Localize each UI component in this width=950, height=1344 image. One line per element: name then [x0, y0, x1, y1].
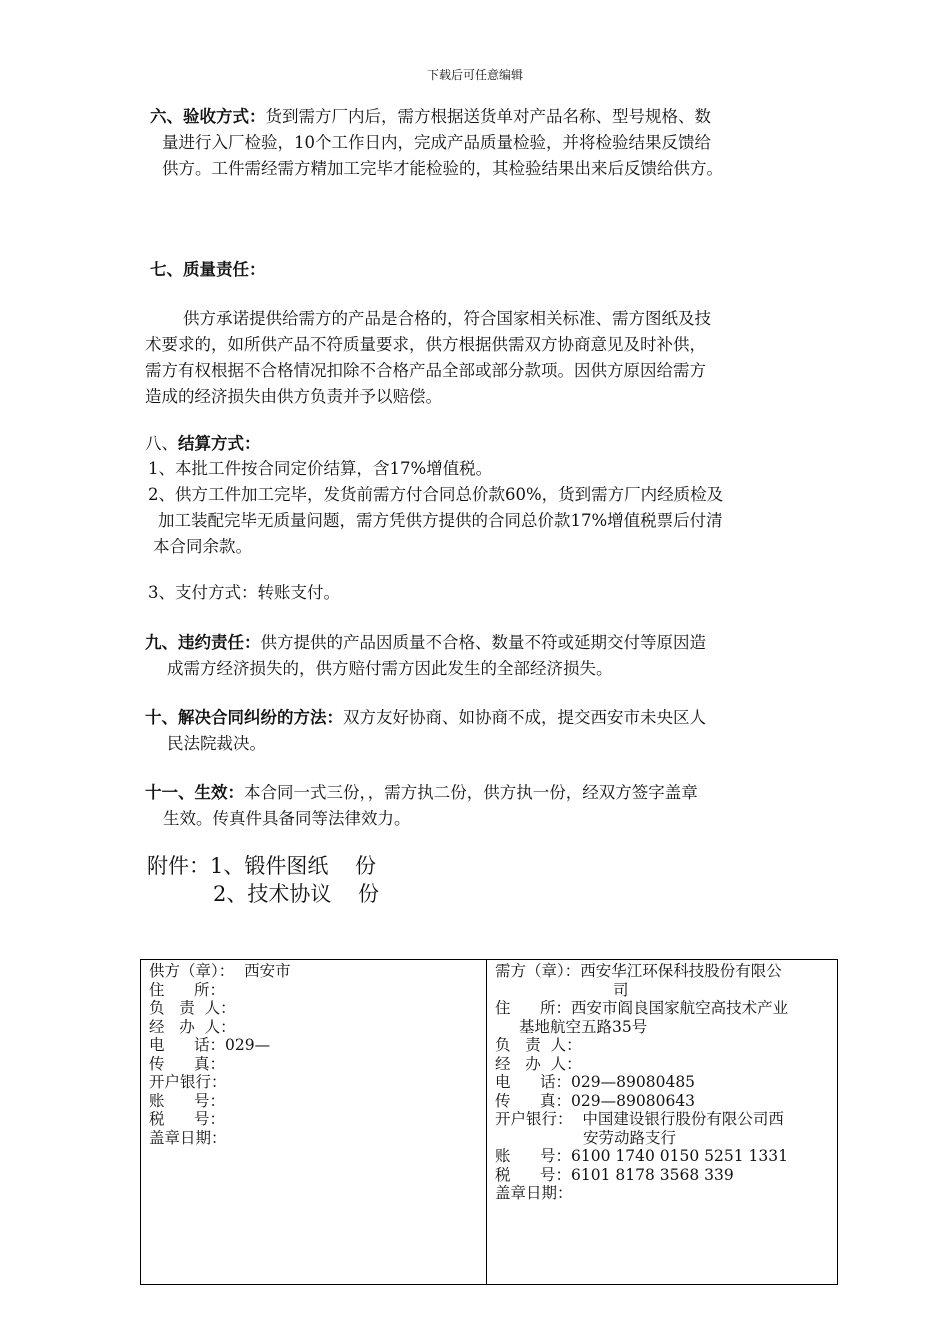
section-acceptance-line: 货到需方厂内后，需方根据送货单对产品名称、型号规格、数: [265, 107, 711, 126]
supplier-person: 负 责 人：: [149, 999, 236, 1017]
section-quality-body: [145, 306, 711, 410]
section-settlement-title: 结算方式：: [178, 434, 261, 453]
buyer-tax: 税 号：6101 8178 3568 339: [495, 1165, 734, 1184]
settlement-item-2: 2、供方工件加工完毕，发货前需方付合同总价款60%，货到需方厂内经质检及: [148, 485, 724, 504]
section-quality-line: 造成的经济损失由供方负责并予以赔偿。: [145, 387, 442, 406]
supplier-fax: 传 真：: [149, 1054, 226, 1073]
settlement-item-2-cont: 加工装配完毕无质量问题，需方凭供方提供的合同总价款17%增值税票后付清: [158, 511, 723, 530]
supplier-tax: 税 号：: [149, 1110, 226, 1128]
section-breach-line: 成需方经济损失的，供方赔付需方因此发生的全部经济损失。: [167, 659, 613, 678]
section-quality-heading: 七、质量责任：: [150, 260, 266, 279]
supplier-account: 账 号：: [149, 1091, 226, 1110]
buyer-cell: [495, 962, 788, 1203]
section-breach-heading: 九、违约责任：: [145, 633, 261, 652]
buyer-address: 住 所：西安市阎良国家航空高技术产业: [495, 999, 789, 1017]
buyer-name: 需方（章）：西安华江环保科技股份有限公: [495, 962, 782, 980]
attachment-item: 附件：1、锻件图纸 份: [147, 854, 377, 878]
section-disputes-line: 民法院裁决。: [167, 734, 266, 753]
section-effect: [145, 780, 698, 832]
section-disputes-heading: 十、解决合同纠纷的方法：: [145, 708, 343, 727]
page-header: 下载后可任意编辑: [426, 68, 523, 82]
buyer-bank-cont: 安劳动路支行: [583, 1128, 677, 1147]
section-acceptance: [150, 104, 723, 182]
section-settlement-heading: [145, 431, 261, 457]
table-divider: [486, 960, 487, 1284]
buyer-name-cont: 司: [613, 980, 629, 999]
buyer-agent: 经 办 人：: [495, 1054, 582, 1073]
section-quality-line: 术要求的，如所供产品不符质量要求，供方根据供需双方协商意见及时补供，: [145, 335, 706, 354]
section-quality-line: 供方承诺提供给需方的产品是合格的，符合国家相关标准、需方图纸及技: [183, 309, 711, 328]
attachment-item: 2、技术协议 份: [213, 882, 380, 906]
attachments: [147, 852, 379, 908]
buyer-address-cont: 基地航空五路35号: [519, 1017, 648, 1036]
settlement-item-3: 3、支付方式：转账支付。: [148, 583, 340, 602]
section-acceptance-line: 供方。工件需经需方精加工完毕才能检验的，其检验结果出来后反馈给供方。: [162, 159, 723, 178]
buyer-fax: 传 真：029—89080643: [495, 1091, 696, 1110]
section-acceptance-line: 量进行入厂检验，10个工作日内，完成产品质量检验，并将检验结果反馈给: [162, 133, 711, 152]
buyer-phone: 电 话：029—89080485: [495, 1073, 696, 1091]
signature-table: [140, 959, 838, 1285]
section-effect-line: 本合同一式三份，，需方执二份，供方执一份，经双方签字盖章: [244, 783, 698, 802]
section-effect-line: 生效。传真件具备同等法律效力。: [163, 809, 411, 828]
supplier-address: 住 所：: [149, 980, 226, 999]
supplier-phone: 电 话：029—: [149, 1036, 271, 1054]
section-disputes: [145, 705, 706, 757]
settlement-item-1: 1、本批工件按合同定价结算，含17%增值税。: [148, 459, 493, 478]
buyer-account: 账 号：6100 1740 0150 5251 1331: [495, 1147, 789, 1165]
supplier-date: 盖章日期：: [149, 1128, 227, 1147]
section-quality-line: 需方有权根据不合格情况扣除不合格产品全部或部分款项。因供方原因给需方: [145, 361, 706, 380]
section-acceptance-heading: 六、验收方式：: [150, 107, 266, 126]
section-breach-line: 供方提供的产品因质量不合格、数量不符或延期交付等原因造: [260, 633, 706, 652]
section-settlement-body: [148, 456, 723, 560]
section-disputes-line: 双方友好协商、如协商不成，提交西安市未央区人: [343, 708, 706, 727]
buyer-bank: 开户银行： 中国建设银行股份有限公司西: [495, 1110, 784, 1128]
section-breach: [145, 630, 706, 682]
section-settlement-number: 八、: [145, 434, 178, 453]
supplier-name: 供方（章）： 西安市: [149, 962, 291, 980]
section-effect-heading: 十一、生效：: [145, 783, 244, 802]
supplier-agent: 经 办 人：: [149, 1017, 236, 1036]
settlement-item-2-cont: 本合同余款。: [153, 537, 252, 556]
supplier-bank: 开户银行：: [149, 1073, 227, 1091]
buyer-date: 盖章日期：: [495, 1184, 573, 1202]
supplier-cell: [149, 962, 291, 1147]
buyer-person: 负 责 人：: [495, 1036, 582, 1054]
